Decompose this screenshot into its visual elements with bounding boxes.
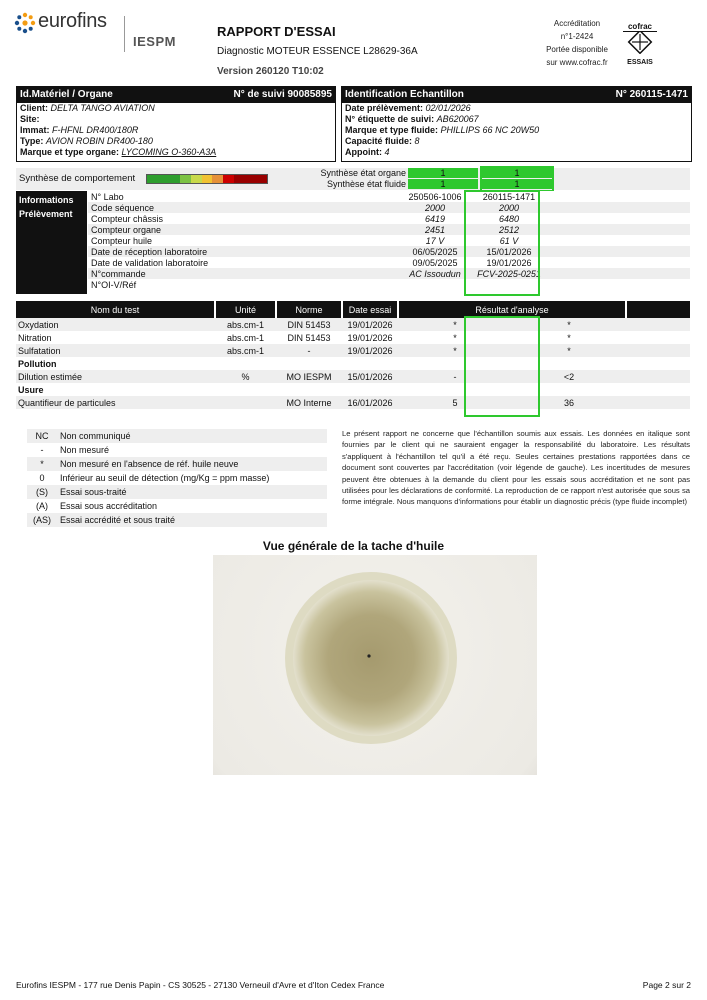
info-row	[88, 257, 690, 268]
results-row	[16, 344, 690, 357]
fluide-label: Marque et type fluide:	[345, 125, 439, 135]
scale-cell	[147, 175, 180, 183]
results-test-name: Dilution estimée	[18, 371, 83, 382]
client-row	[17, 103, 335, 114]
report-title: RAPPORT D'ESSAI	[217, 24, 336, 39]
materiel-title: Id.Matériel / Organe	[20, 89, 113, 100]
results-current-value: <2	[563, 371, 575, 382]
info-row	[88, 213, 690, 224]
marque-label: Marque et type organe:	[20, 147, 120, 157]
immat-label: Immat:	[20, 125, 50, 135]
results-spacer	[626, 344, 690, 357]
etiquette-label: N° étiquette de suivi:	[345, 114, 435, 124]
site-row	[17, 114, 335, 125]
results-norm: DIN 51453	[287, 332, 331, 343]
results-norm	[276, 357, 342, 370]
legend-code: 0	[39, 473, 45, 483]
immat-value: F-HFNL DR400/180R	[52, 125, 139, 135]
info-label: Code séquence	[91, 202, 155, 213]
results-row	[16, 357, 690, 370]
results-prev-value: -	[453, 371, 457, 382]
results-unit	[215, 396, 276, 409]
accreditation-line: sur www.cofrac.fr	[546, 58, 608, 67]
legend-code: (AS)	[33, 515, 51, 525]
results-spacer	[626, 396, 690, 409]
results-header-row	[16, 301, 690, 318]
legend-code: -	[40, 445, 44, 455]
echantillon-header	[342, 87, 691, 103]
results-prev-value: *	[453, 332, 457, 343]
info-empty	[546, 268, 690, 279]
legend-row	[27, 513, 327, 527]
results-test-name: Quantifieur de particules	[18, 397, 116, 408]
info-empty	[546, 279, 690, 290]
info-prev-value: 250506-1006	[408, 191, 462, 202]
legend-text: Non communiqué	[60, 431, 131, 441]
accreditation-note	[536, 17, 618, 69]
results-current-value: *	[567, 319, 571, 330]
results-header-cell: Unité	[215, 301, 276, 318]
fluide-prev: 1	[408, 179, 478, 189]
info-row	[88, 224, 690, 235]
disclaimer-text: Le présent rapport ne concerne que l'échantillon soumis aux essais. Les données en italique sont fournies par le client qui ne sauraient engager la responsabilité du laboratoire. Les résultats s'appliquent à l'échantillon tel qu'il a été reçu. Seules certaines prestations rapportées dans ce document sont couvertes par l'accréditation (voir légende de gauche). Les incertitudes de mesures peuvent être obtenues à la demande du client pour les essais sous accréditation et ne sont pas utilisées pour les déclarations de conformité. La reproduction de ce rapport n'est autorisée que sous sa forme intégrale. Nous manquons d'informations pour établir un diagnostic précis (type fluide incomplet)	[342, 429, 690, 507]
materiel-header	[17, 87, 335, 103]
footer-address: Eurofins IESPM - 177 rue Denis Papin - CS 30525 - 27130 Verneuil d'Avre et d'Iton Cedex France	[16, 980, 385, 990]
info-prev-value: AC Issoudun	[409, 268, 461, 279]
info-prev-value	[398, 279, 472, 290]
legend-text: Inférieur au seuil de détection (mg/Kg = ppm masse)	[60, 473, 270, 483]
scale-cell	[180, 175, 191, 183]
results-date: 19/01/2026	[347, 319, 393, 330]
info-empty	[546, 213, 690, 224]
results-unit: %	[241, 371, 250, 382]
legend-row	[27, 471, 327, 485]
synthese-organe-label: Synthèse état organe	[320, 168, 406, 178]
echantillon-title: Identification Echantillon	[345, 89, 464, 100]
results-row	[16, 383, 690, 396]
capacite-label: Capacité fluide:	[345, 136, 413, 146]
results-spacer	[626, 370, 690, 383]
appoint-value: 4	[384, 147, 390, 157]
results-norm: MO IESPM	[286, 371, 332, 382]
legend-text: Essai sous-traité	[60, 487, 127, 497]
results-unit	[215, 383, 276, 396]
legend-code: (S)	[36, 487, 48, 497]
marque-value: LYCOMING O-360-A3A	[121, 147, 217, 157]
info-prev-value: 6419	[424, 213, 446, 224]
info-row	[88, 246, 690, 257]
appoint-row	[342, 147, 691, 158]
cofrac-text: cofrac	[623, 22, 657, 32]
results-prev-value: *	[453, 319, 457, 330]
info-prev-value: 2451	[424, 224, 446, 235]
results-date: 16/01/2026	[347, 397, 393, 408]
results-prev-value: *	[453, 345, 457, 356]
results-unit: abs.cm-1	[226, 332, 264, 343]
info-empty	[546, 246, 690, 257]
info-current-value: 2000	[498, 202, 520, 213]
info-current-value: 19/01/2026	[486, 257, 532, 268]
echantillon-box	[341, 86, 692, 162]
results-spacer	[626, 331, 690, 344]
materiel-suivi: N° de suivi 90085895	[233, 89, 332, 100]
results-header-cell: Nom du test	[16, 301, 215, 318]
legend-row	[27, 457, 327, 471]
results-row	[16, 318, 690, 331]
info-current-value: FCV-2025-0251	[477, 268, 541, 279]
synthese-row	[16, 168, 690, 190]
info-current-value: 260115-1471	[482, 191, 536, 202]
legend-text: Non mesuré	[60, 445, 110, 455]
info-prev-value: 17 V	[425, 235, 445, 246]
info-current-value: 6480	[498, 213, 520, 224]
results-norm	[276, 383, 342, 396]
legend-text: Essai accrédité et sous traité	[60, 515, 176, 525]
type-label: Type:	[20, 136, 44, 146]
results-date: 19/01/2026	[347, 345, 393, 356]
info-empty	[546, 191, 690, 202]
info-prev-value: 2000	[424, 202, 446, 213]
fluide-cur: 1	[482, 179, 552, 189]
current-highlight	[480, 166, 554, 192]
results-norm: MO Interne	[286, 397, 332, 408]
capacite-row	[342, 136, 691, 147]
info-label: Date de réception laboratoire	[91, 246, 208, 257]
informations-table	[88, 191, 690, 290]
info-label: N°commande	[91, 268, 146, 279]
results-row	[16, 396, 690, 409]
legend-row	[27, 485, 327, 499]
logo-divider	[124, 16, 125, 52]
results-test-name: Usure	[18, 384, 44, 395]
results-unit	[215, 357, 276, 370]
legend-code: NC	[35, 431, 49, 441]
page-number: Page 2 sur 2	[642, 980, 691, 990]
results-row	[16, 331, 690, 344]
results-header-cell: Date essai	[342, 301, 398, 318]
legend-table	[27, 429, 327, 527]
results-norm: DIN 51453	[287, 319, 331, 330]
results-spacer	[626, 383, 690, 396]
legend-row	[27, 499, 327, 513]
brand-name: eurofins	[38, 10, 107, 32]
cofrac-essais-text: ESSAIS	[627, 59, 653, 66]
info-empty	[546, 202, 690, 213]
organe-cur: 1	[482, 168, 552, 178]
results-header-spacer	[626, 301, 690, 318]
results-test-name: Pollution	[18, 358, 57, 369]
info-label: N° Labo	[91, 191, 124, 202]
info-label: Compteur huile	[91, 235, 153, 246]
type-row	[17, 136, 335, 147]
info-empty	[546, 235, 690, 246]
info-current-value: 15/01/2026	[486, 246, 532, 257]
informations-current-highlight	[464, 190, 540, 296]
fluide-row	[342, 125, 691, 136]
marque-row	[17, 147, 335, 158]
etiquette-row	[342, 114, 691, 125]
eurofins-logo-icon	[14, 12, 36, 34]
results-test-name: Nitration	[18, 332, 52, 343]
accreditation-line: n°1-2424	[560, 32, 594, 41]
results-date: 15/01/2026	[347, 371, 393, 382]
legend-code: (A)	[36, 501, 48, 511]
capacite-value: 8	[414, 136, 420, 146]
date-prelevement-row	[342, 103, 691, 114]
results-current-value: *	[567, 345, 571, 356]
report-version: Version 260120 T10:02	[217, 66, 324, 77]
results-table	[16, 301, 690, 409]
informations-header	[16, 191, 87, 294]
legend-row	[27, 429, 327, 443]
accreditation-line: Accréditation	[553, 19, 601, 28]
results-current-highlight	[464, 316, 540, 417]
legend-text: Essai sous accréditation	[60, 501, 158, 511]
prelevement-title: Prélèvement	[19, 209, 73, 219]
client-value: DELTA TANGO AVIATION	[50, 103, 155, 113]
info-empty	[546, 257, 690, 268]
info-label: Compteur organe	[91, 224, 162, 235]
informations-title: Informations	[19, 195, 74, 205]
results-spacer	[626, 318, 690, 331]
date-prelevement-value: 02/01/2026	[425, 103, 471, 113]
info-row	[88, 202, 690, 213]
photo-title: Vue générale de la tache d'huile	[262, 539, 445, 553]
synthese-fluide-label: Synthèse état fluide	[326, 179, 406, 189]
legend-row	[27, 443, 327, 457]
organe-prev: 1	[408, 168, 478, 178]
info-label: Compteur châssis	[91, 213, 164, 224]
cofrac-mark-icon	[623, 32, 657, 54]
oil-stain-image	[213, 555, 537, 775]
type-value: AVION ROBIN DR400-180	[45, 136, 153, 146]
results-test-name: Oxydation	[18, 319, 59, 330]
immat-row	[17, 125, 335, 136]
results-header-cell: Résultat d'analyse	[398, 301, 626, 318]
results-unit: abs.cm-1	[226, 345, 264, 356]
results-date	[342, 383, 398, 396]
accreditation-line: Portée disponible	[546, 45, 608, 54]
info-prev-value: 06/05/2025	[412, 246, 458, 257]
oil-stain-photo	[213, 555, 537, 775]
client-label: Client:	[20, 103, 48, 113]
etiquette-value: AB620067	[436, 114, 479, 124]
fluide-value: PHILLIPS 66 NC 20W50	[440, 125, 540, 135]
info-row	[88, 268, 690, 279]
legend-text: Non mesuré en l'absence de réf. huile neuve	[60, 459, 239, 469]
results-current-value: 36	[563, 397, 574, 408]
info-current-value: 2512	[498, 224, 520, 235]
results-norm: -	[307, 345, 311, 356]
info-current-value: 61 V	[499, 235, 519, 246]
cofrac-logo	[623, 22, 657, 68]
info-prev-value: 09/05/2025	[412, 257, 458, 268]
date-prelevement-label: Date prélèvement:	[345, 103, 424, 113]
brand-sub: IESPM	[133, 34, 176, 49]
results-spacer	[626, 357, 690, 370]
results-row	[16, 370, 690, 383]
info-empty	[546, 224, 690, 235]
info-row	[88, 279, 690, 290]
materiel-box	[16, 86, 336, 162]
appoint-label: Appoint:	[345, 147, 382, 157]
results-current-value: *	[567, 332, 571, 343]
report-subtitle: Diagnostic MOTEUR ESSENCE L28629-36A	[217, 46, 418, 57]
info-row	[88, 235, 690, 246]
results-date: 19/01/2026	[347, 332, 393, 343]
results-header-cell: Norme	[276, 301, 342, 318]
info-label: Date de validation laboratoire	[91, 257, 209, 268]
echantillon-number: N° 260115-1471	[615, 89, 688, 100]
results-prev-value: 5	[452, 397, 458, 408]
results-test-name: Sulfatation	[18, 345, 61, 356]
info-row	[88, 191, 690, 202]
results-date	[342, 357, 398, 370]
synthese-label: Synthèse de comportement	[19, 173, 136, 184]
results-unit: abs.cm-1	[226, 319, 264, 330]
site-label: Site:	[20, 114, 40, 124]
info-label: N°OI-V/Réf	[91, 279, 137, 290]
legend-code: *	[40, 459, 44, 469]
